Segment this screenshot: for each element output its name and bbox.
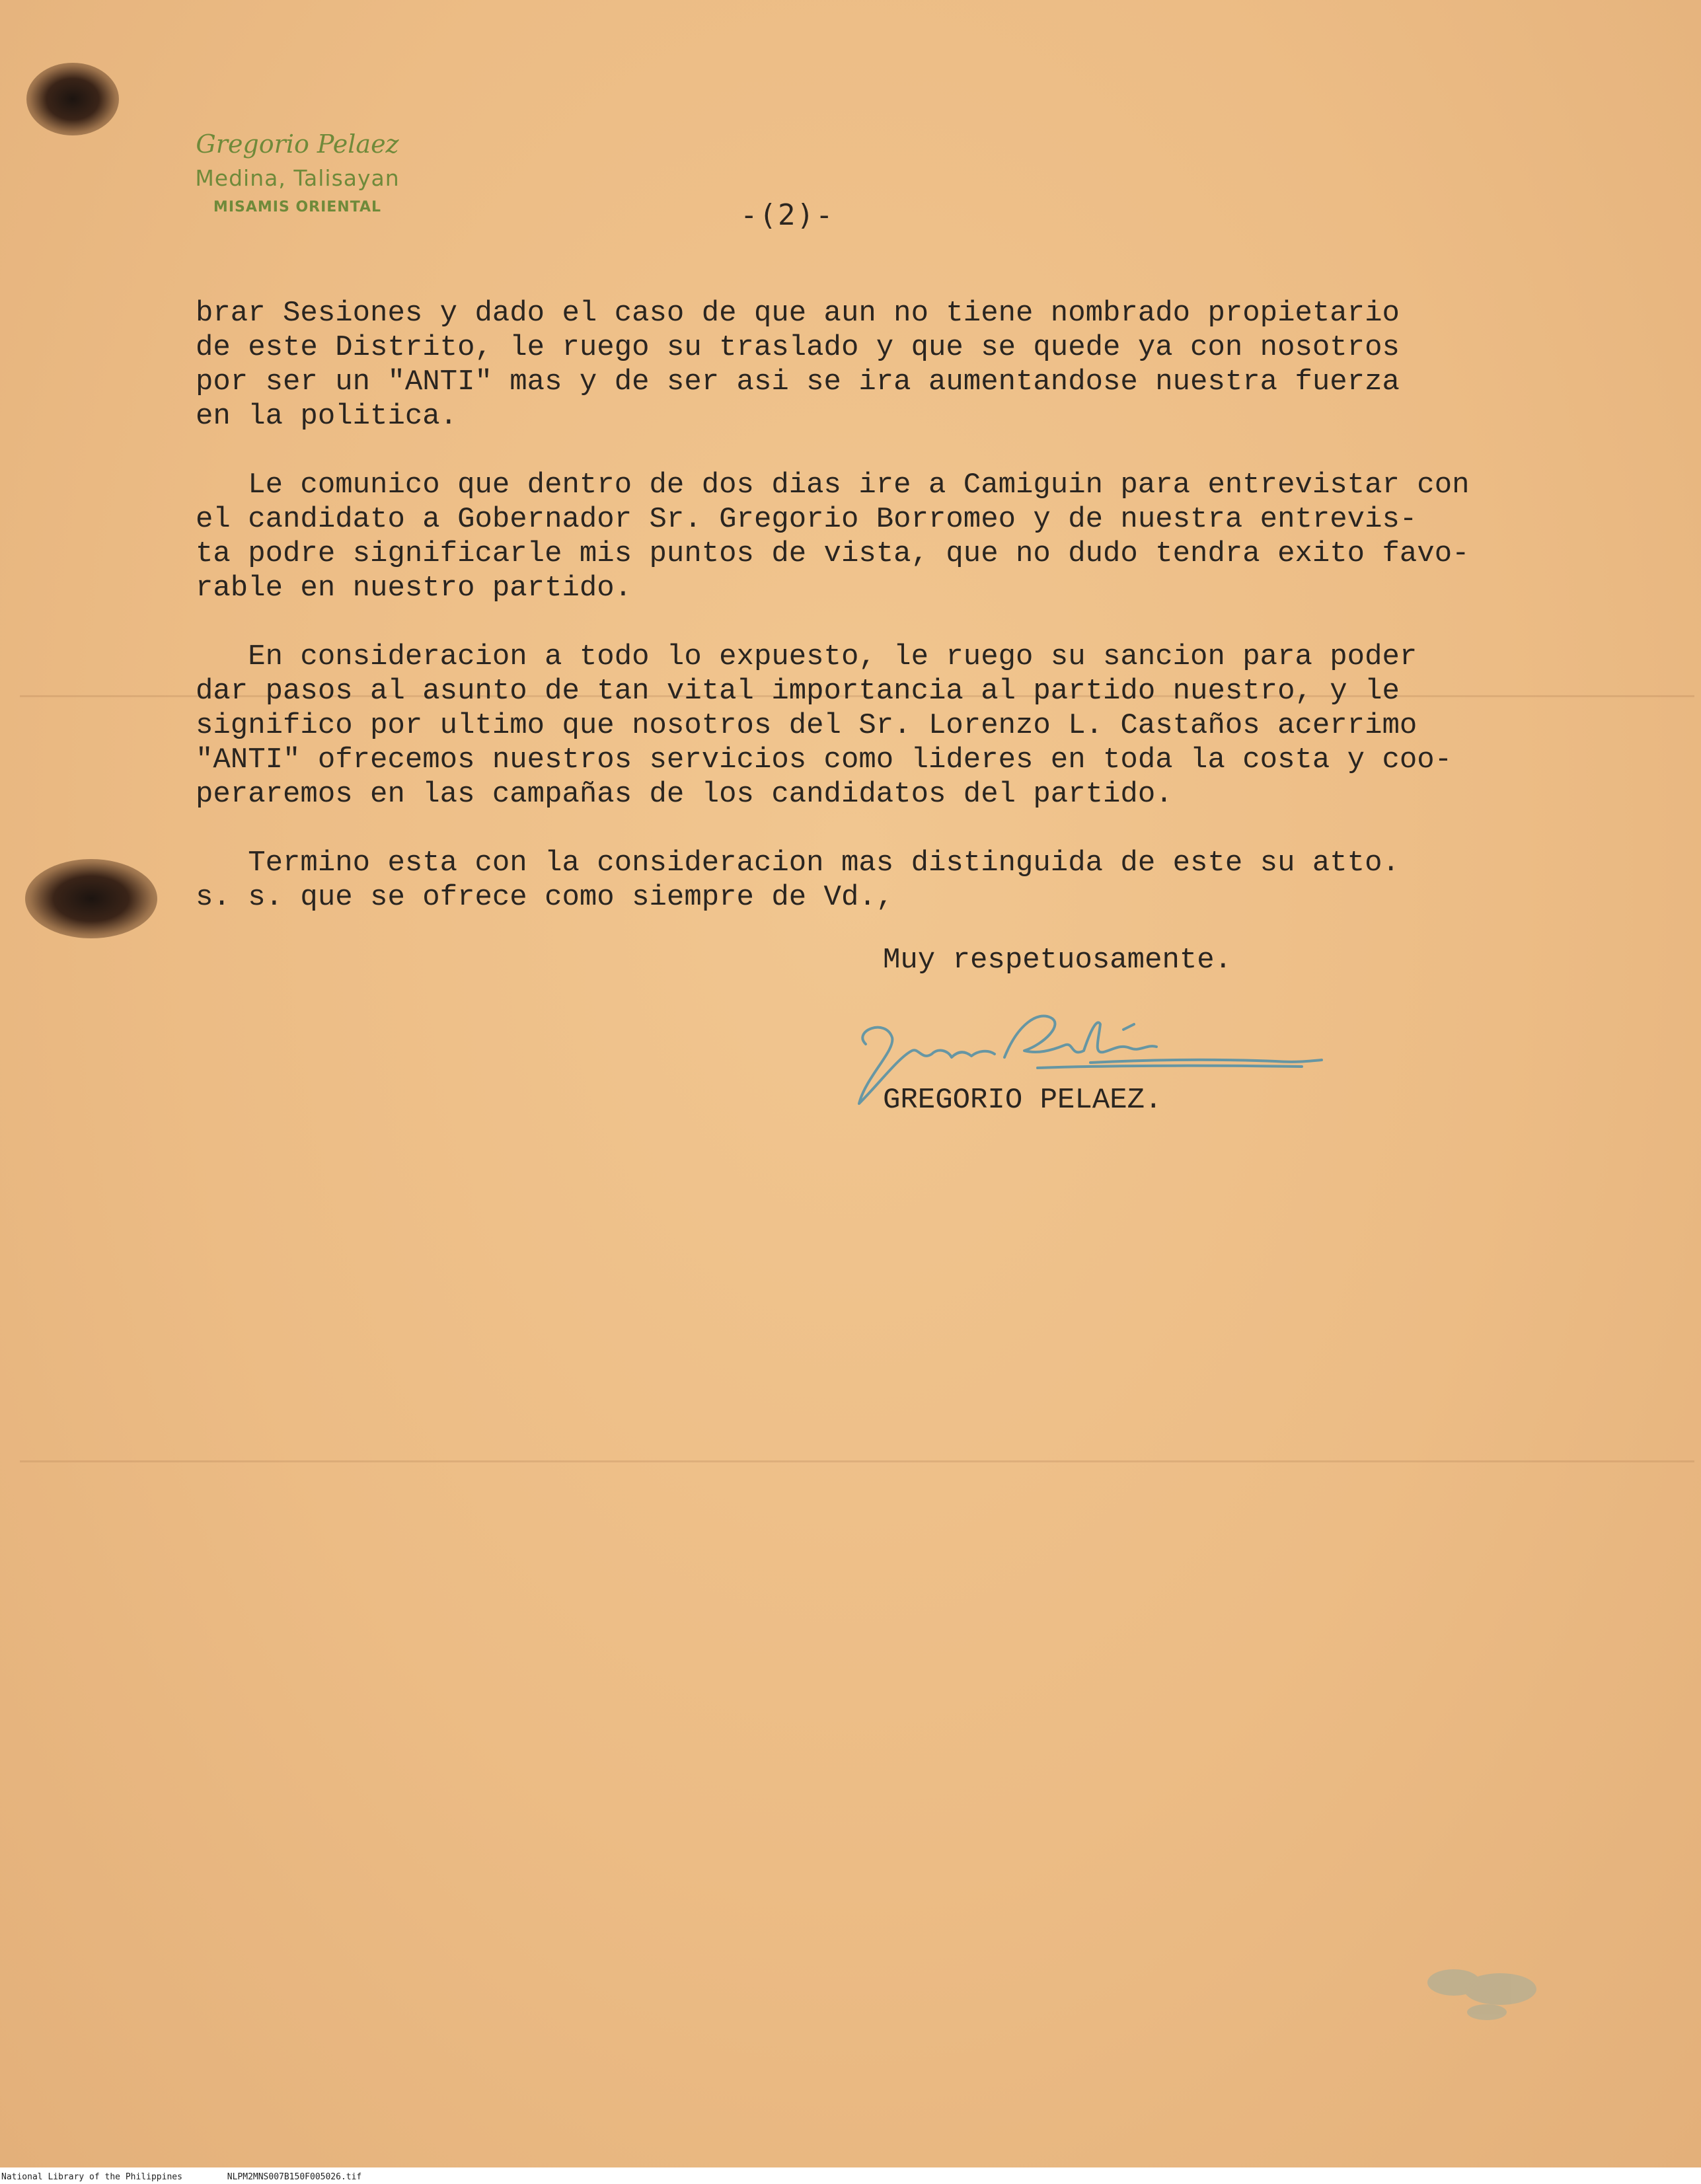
paragraph-gap (196, 433, 1649, 468)
body-line: dar pasos al asunto de tan vital importancia al partido nuestro, y le (196, 675, 1400, 708)
body-line: de este Distrito, le ruego su traslado y que se quede ya con nosotros (196, 331, 1400, 364)
letterhead-place: Medina, Talisayan (195, 165, 400, 191)
signer-name: GREGORIO PELAEZ. (883, 1084, 1162, 1117)
body-line: Le comunico que dentro de dos dias ire a Camiguin para entrevistar con (196, 469, 1470, 502)
page-number: -(2)- (740, 198, 835, 232)
paragraph-gap (196, 605, 1649, 640)
burn-mark (26, 63, 119, 135)
burn-mark (25, 859, 157, 938)
body-line: significo por ultimo que nosotros del Sr. Lorenzo L. Castaños acerrimo (196, 709, 1418, 742)
body-line: Termino esta con la consideracion mas distinguida de este su atto. (196, 847, 1400, 880)
letterhead-province: MISAMIS ORIENTAL (213, 199, 382, 215)
scan-footer (0, 2170, 1701, 2184)
footer-source: National Library of the Philippines (1, 2172, 182, 2182)
faded-stamp (1414, 1956, 1560, 2029)
footer-filename: NLPM2MNS007B150F005026.tif (227, 2172, 362, 2182)
body-line: s. s. que se ofrece como siempre de Vd., (196, 881, 894, 914)
paragraph-gap (196, 811, 1649, 846)
body-line: en la politica. (196, 400, 458, 433)
body-line: ta podre significarle mis puntos de vista, que no dudo tendra exito favo- (196, 537, 1470, 570)
closing-salutation: Muy respetuosamente. (883, 944, 1232, 977)
letterhead (159, 130, 436, 215)
body-line: rable en nuestro partido. (196, 572, 632, 605)
body-line: el candidato a Gobernador Sr. Gregorio Borromeo y de nuestra entrevis- (196, 503, 1418, 536)
body-line: "ANTI" ofrecemos nuestros servicios como lideres en toda la costa y coo- (196, 743, 1453, 776)
body-line: por ser un "ANTI" mas y de ser asi se ira aumentandose nuestra fuerza (196, 365, 1400, 398)
fold-line (20, 1460, 1694, 1462)
body-line: peraremos en las campañas de los candidatos del partido. (196, 778, 1173, 811)
letter-body (196, 296, 1649, 915)
body-line: brar Sesiones y dado el caso de que aun no tiene nombrado propietario (196, 297, 1400, 330)
body-line: En consideracion a todo lo expuesto, le ruego su sancion para poder (196, 640, 1418, 673)
letterhead-name: Gregorio Pelaez (196, 130, 399, 159)
